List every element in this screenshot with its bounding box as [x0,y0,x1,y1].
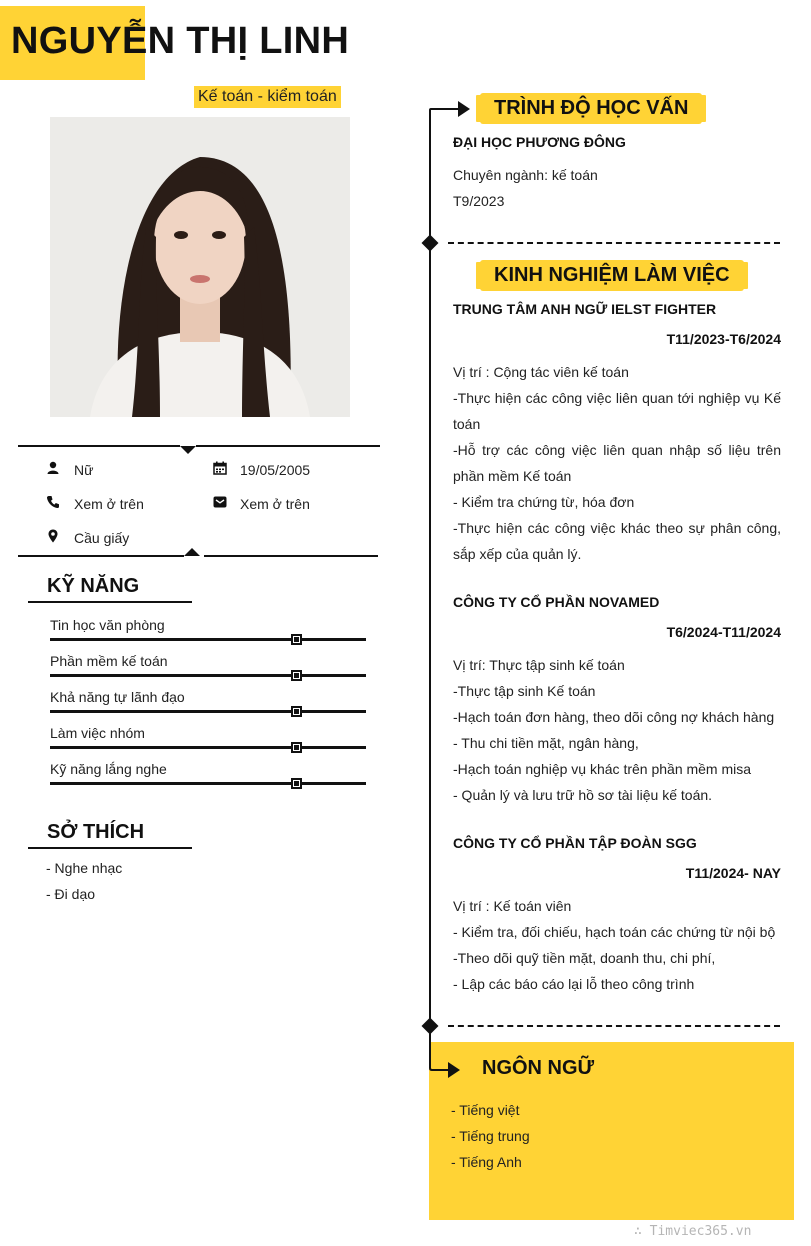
skill-name: Khả năng tự lãnh đạo [50,689,185,705]
skill-bar [50,638,366,641]
experience-title: KINH NGHIỆM LÀM VIỆC [480,260,744,291]
info-top-line-right [196,445,380,447]
email-icon [213,495,227,509]
skill-name: Phần mềm kế toán [50,653,168,669]
skill-name: Làm việc nhóm [50,725,145,741]
education-major: Chuyên ngành: kế toán [453,167,598,183]
job-line: - Kiểm tra chứng từ, hóa đơn [453,494,635,510]
hobbies-underline [28,847,192,849]
info-top-marker [180,446,196,454]
job-line: - Lập các báo cáo lại lỗ theo công trình [453,976,695,992]
job-line: -Theo dõi quỹ tiền mặt, doanh thu, chi phí, [453,950,716,966]
job-line: Vị trí : Cộng tác viên kế toán [453,364,629,380]
skills-underline [28,601,192,603]
candidate-name: NGUYỄN THỊ LINH [11,20,350,62]
job-line: -Hạch toán đơn hàng, theo dõi công nợ khách hàng [453,709,775,725]
job-line: -Thực hiện các công việc liên quan tới nghiệp vụ Kế toán [453,390,781,432]
phone-value: Xem ở trên [74,496,144,512]
job-line: -Hạch toán nghiệp vụ khác trên phần mềm misa [453,761,752,777]
job-line: - Quản lý và lưu trữ hồ sơ tài liệu kế toán. [453,787,713,803]
section-divider [448,1025,780,1027]
profile-photo [50,117,350,417]
phone-icon [46,495,60,509]
section-divider [448,242,780,244]
timeline-line [429,112,431,1047]
user-icon [46,461,60,475]
job-period: T11/2023-T6/2024 [666,331,781,347]
gender-value: Nữ [74,462,94,478]
job-title: Kế toán - kiểm toán [194,86,341,108]
job-period: T6/2024-T11/2024 [666,624,781,640]
info-bottom-line-right [204,555,378,557]
skill-level-knob [291,742,302,753]
skill-level-knob [291,706,302,717]
arrow-right-icon [428,1040,464,1082]
job-line: Vị trí : Kế toán viên [453,898,572,914]
hobbies-title: SỞ THÍCH [47,821,145,843]
job-line: - Thu chi tiền mặt, ngân hàng, [453,735,639,751]
skill-bar [50,710,366,713]
birthday-value: 19/05/2005 [240,462,311,478]
watermark: ∴ Timviec365.vn [634,1224,752,1239]
skill-level-knob [291,778,302,789]
timeline-diamond [422,235,439,252]
job-line: Vị trí: Thực tập sinh kế toán [453,657,625,673]
education-title: TRÌNH ĐỘ HỌC VẤN [480,93,702,124]
language-item: - Tiếng việt [451,1102,520,1118]
email-value: Xem ở trên [240,496,310,512]
address-value: Cầu giấy [74,530,130,546]
education-date: T9/2023 [453,193,505,209]
portrait-image [50,117,350,417]
location-pin-icon [46,529,60,543]
skill-bar [50,782,366,785]
company-name: TRUNG TÂM ANH NGỮ IELST FIGHTER [453,301,717,317]
job-line: - Kiểm tra, đối chiếu, hạch toán các chứng từ nội bộ [453,924,776,940]
timeline-diamond [422,1018,439,1035]
skill-bar [50,746,366,749]
skill-level-knob [291,634,302,645]
arrow-right-icon [428,98,474,122]
calendar-icon [213,461,227,475]
school-name: ĐẠI HỌC PHƯƠNG ĐÔNG [453,134,626,150]
languages-title: NGÔN NGỮ [482,1057,595,1079]
skill-name: Tin học văn phòng [50,617,165,633]
job-line: -Thực tập sinh Kế toán [453,683,596,699]
company-name: CÔNG TY CỔ PHẦN TẬP ĐOÀN SGG [453,835,697,851]
skill-level-knob [291,670,302,681]
hobby-item: - Nghe nhạc [46,860,123,876]
job-line: -Hỗ trợ các công việc liên quan nhập số liệu trên phần mềm Kế toán [453,442,781,484]
skill-bar [50,674,366,677]
info-top-line-left [18,445,180,447]
skill-name: Kỹ năng lắng nghe [50,761,167,777]
hobby-item: - Đi dạo [46,886,96,902]
info-bottom-line-left [18,555,184,557]
info-bottom-marker [184,548,200,556]
language-item: - Tiếng trung [451,1128,530,1144]
skills-title: KỸ NĂNG [47,575,140,597]
job-period: T11/2024- NAY [685,865,781,881]
job-line: -Thực hiện các công việc khác theo sự phân công, sắp xếp của quản lý. [453,520,781,562]
company-name: CÔNG TY CỔ PHẦN NOVAMED [453,594,660,610]
language-item: - Tiếng Anh [451,1154,522,1170]
